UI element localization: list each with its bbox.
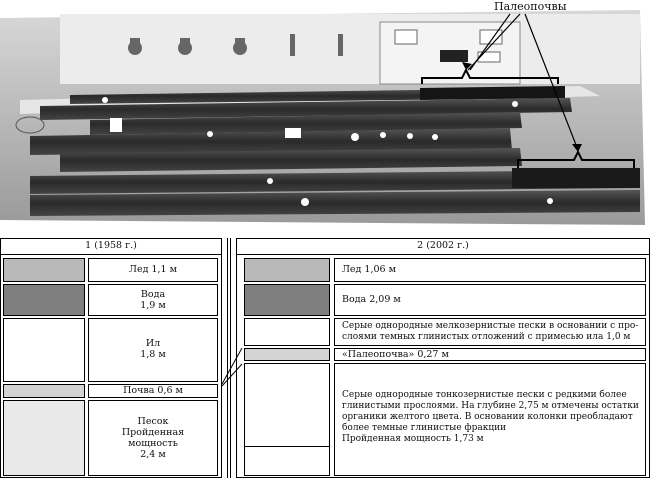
layer-label-veryfinesand-2002: Серые однородные тонкозернистые пески с редкими более глинистыми прослоями. На глубине 2,75 м отмечены остатки органики желтого цвета. В основании колонки преобладают более темные глинистые фракции Пройденная мощность 1,73 м [342,390,639,444]
layer-swatch-water-2002 [244,284,330,316]
column-2002-header: 2 (2002 г.) [417,240,469,251]
layer-label-paleosoil-2002: «Палеопочва» 0,27 м [342,349,449,360]
core-photo-drawing [0,0,650,232]
layer-swatch-sand [3,400,85,476]
layer-label-finesand-2002: Серые однородные мелкозернистые пески в основании с про- слоями темных глинистых отложений с примесью ила 1,0 м [342,321,639,342]
layer-label-silt: Ил 1,8 м [140,338,166,360]
layer-swatch-water [3,284,85,316]
layer-label-ice-2002: Лед 1,06 м [342,264,396,275]
layer-label-sand: Песок Пройденная мощность 2,4 м [121,416,185,460]
wall-panel [60,14,640,84]
core-samples-photo [0,0,650,232]
layer-label-water-2002: Вода 2,09 м [342,294,401,305]
layer-swatch-ice [3,258,85,282]
layer-swatch-silt [3,318,85,382]
column-1958-header: 1 (1958 г.) [85,240,137,251]
layer-swatch-veryfinesand-2002 [244,363,330,476]
layer-label-ice: Лед 1,1 м [129,264,177,275]
layer-swatch-paleosoil-2002 [244,348,330,361]
layer-label-water: Вода 1,9 м [140,289,166,311]
layer-label-soil: Почва 0,6 м [123,385,183,396]
layer-swatch-finesand-2002 [244,318,330,346]
layer-swatch-ice-2002 [244,258,330,282]
layer-swatch-soil [3,384,85,398]
paleosoil-label: Палеопочвы [494,0,567,13]
